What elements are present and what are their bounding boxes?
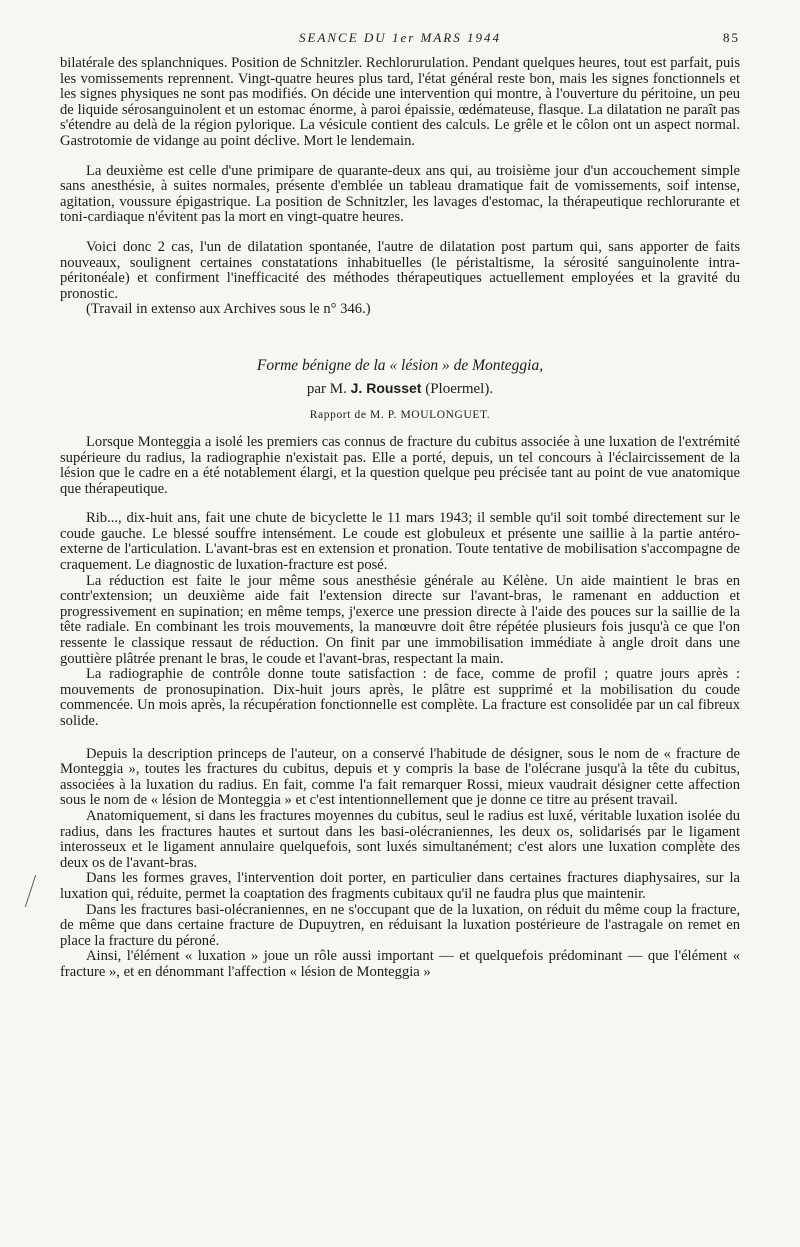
paragraph: Rib..., dix-huit ans, fait une chute de bicyclette le 11 mars 1943; il semble qu'il soit tombé directement sur le coude gauche. Le blessé souffre intensément. Le coude est globuleux et présente une saillie à la partie antéro-externe de l'articulation. L'avant-bras est en extension et pronation. Toute tentative de mobilisation s'accompagne de craquement. Le diagnostic de luxation-fracture est posé. (60, 510, 740, 574)
byline-prefix: par M. (306, 380, 347, 397)
article-title: Forme bénigne de la « lésion » de Monteggia, (256, 356, 544, 374)
paragraph: Voici donc 2 cas, l'un de dilatation spontanée, l'autre de dilatation post partum qui, sans apporter de faits nouveaux, soulignent certaines constatations inhabituelles (le péristaltisme, la sérosité sanguinolente intra-péritonéale) et confirment l'inefficacité des méthodes thérapeutiques actuellement employées et la gravité du pronostic. (60, 238, 740, 302)
author-name: J. Rousset (350, 379, 422, 396)
paragraph: Anatomiquement, si dans les fractures moyennes du cubitus, seul le radius est luxé, véritable luxation isolée du radius, dans les fractures hautes et surtout dans les basi-olécraniennes, les deux os, solidarisés par le ligament interosseux et le ligament annulaire quelquefois, sont luxés simultanément; c'est alors une luxation complète des deux os de l'avant-bras. (60, 807, 740, 871)
paragraph: Depuis la description princeps de l'auteur, on a conservé l'habitude de désigner, sous le nom de « fracture de Monteggia », toutes les fractures du cubitus, depuis et y compris la base de l'olécrane jusqu'à la tête du cubitus, associées à la luxation du radius. En fait, comme l'a fait remarquer Rossi, mieux vaudrait désigner cette affection sous le nom de « lésion de Monteggia » et c'est intentionnellement que je donne ce titre au présent travail. (60, 745, 740, 809)
paragraph: bilatérale des splanchniques. Position de Schnitzler. Rechlorurulation. Pendant quelques heures, tout est parfait, puis les vomissements reprennent. Vingt-quatre heures plus tard, l'état général reste bon, mais les signes fonctionnels et les signes physiques ne sont pas modifiés. On décide une intervention qui montre, à l'ouverture du péritoine, un peu de liquide sérosanguinolent et un estomac énorme, à paroi épaissie, œdémateuse, flasque. La dilatation ne paraît pas s'étendre au delà de la région pylorique. La vésicule contient des calculs. Le grêle et le côlon ont un aspect normal. Gastrotomie de vidange au point déclive. Mort le lendemain. (60, 55, 740, 149)
paragraph: La radiographie de contrôle donne toute satisfaction : de face, comme de profil ; quatre jours après : mouvements de pronosupination. Dix-huit jours après, le plâtre est supprimé et la mobilisation du coude commencée. Un mois après, la récupération fonctionnelle est complète. La fracture est consolidée par un cal fibreux solide. (60, 666, 740, 729)
running-header (60, 30, 740, 56)
paragraph: La réduction est faite le jour même sous anesthésie générale au Kélène. Un aide maintient le bras en contr'extension; un deuxième aide fait l'extension directe sur l'avant-bras, le ramenant en adduction et progressivement en supination; en même temps, j'exerce une pression directe à l'aide des pouces sur la saillie de la tête radiale. En combinant les trois mouvements, la manœuvre doit être répétée plusieurs fois jusqu'à ce que l'on ressente le classique ressaut de réduction. On finit par une immobilisation immédiate à angle droit dans une gouttière plâtrée prenant le bras, le coude et l'avant-bras, respectant la main. (60, 572, 740, 667)
paragraph: La deuxième est celle d'une primipare de quarante-deux ans qui, au troisième jour d'un accouchement simple sans anesthésie, à suites normales, présente d'emblée un tableau dramatique fait de vomissements, soif intense, agitation, voussure épigastrique. La position de Schnitzler, les lavages d'estomac, la thérapeutique rechlorurante et toni-cardiaque n'évitent pas la mort en vingt-quatre heures. (60, 162, 740, 226)
paragraph: Dans les formes graves, l'intervention doit porter, en particulier dans certaines fractures diaphysaires, sur la luxation qui, réduite, permet la coaptation des fragments cubitaux qu'il ne faudra plus que maintenir. (60, 870, 740, 902)
paragraph: Dans les fractures basi-olécraniennes, en ne s'occupant que de la luxation, on réduit du même coup la fracture, de même que dans certaine fracture de Dupuytren, en réduisant la luxation postérieure de l'astragale on remet en place la fracture du péroné. (60, 901, 740, 949)
page-number: 85 (723, 30, 740, 45)
paragraph: Ainsi, l'élément « luxation » joue un rôle aussi important — et quelquefois prédominant — que l'élément « fracture », et en dénommant l'affection « lésion de Monteggia » (60, 948, 740, 980)
author-location: (Ploermel). (425, 380, 494, 397)
margin-pencil-mark (25, 875, 44, 907)
rapport-line: Rapport de M. P. MOULONGUET. (309, 408, 491, 421)
paragraph: Lorsque Monteggia a isolé les premiers cas connus de fracture du cubitus associée à une luxation de l'extrémité supérieure du radius, la radiographie n'existait pas. Elle a porté, depuis, un tel concours à l'éclaircissement de la lésion que le cadre en a été notablement élargi, et la question quelque peu précisée tant au point de vue anatomique que thérapeutique. (60, 433, 740, 497)
paragraph: (Travail in extenso aux Archives sous le n° 346.) (86, 301, 371, 318)
byline (60, 378, 740, 399)
running-title: SEANCE DU 1er MARS 1944 (299, 30, 501, 45)
